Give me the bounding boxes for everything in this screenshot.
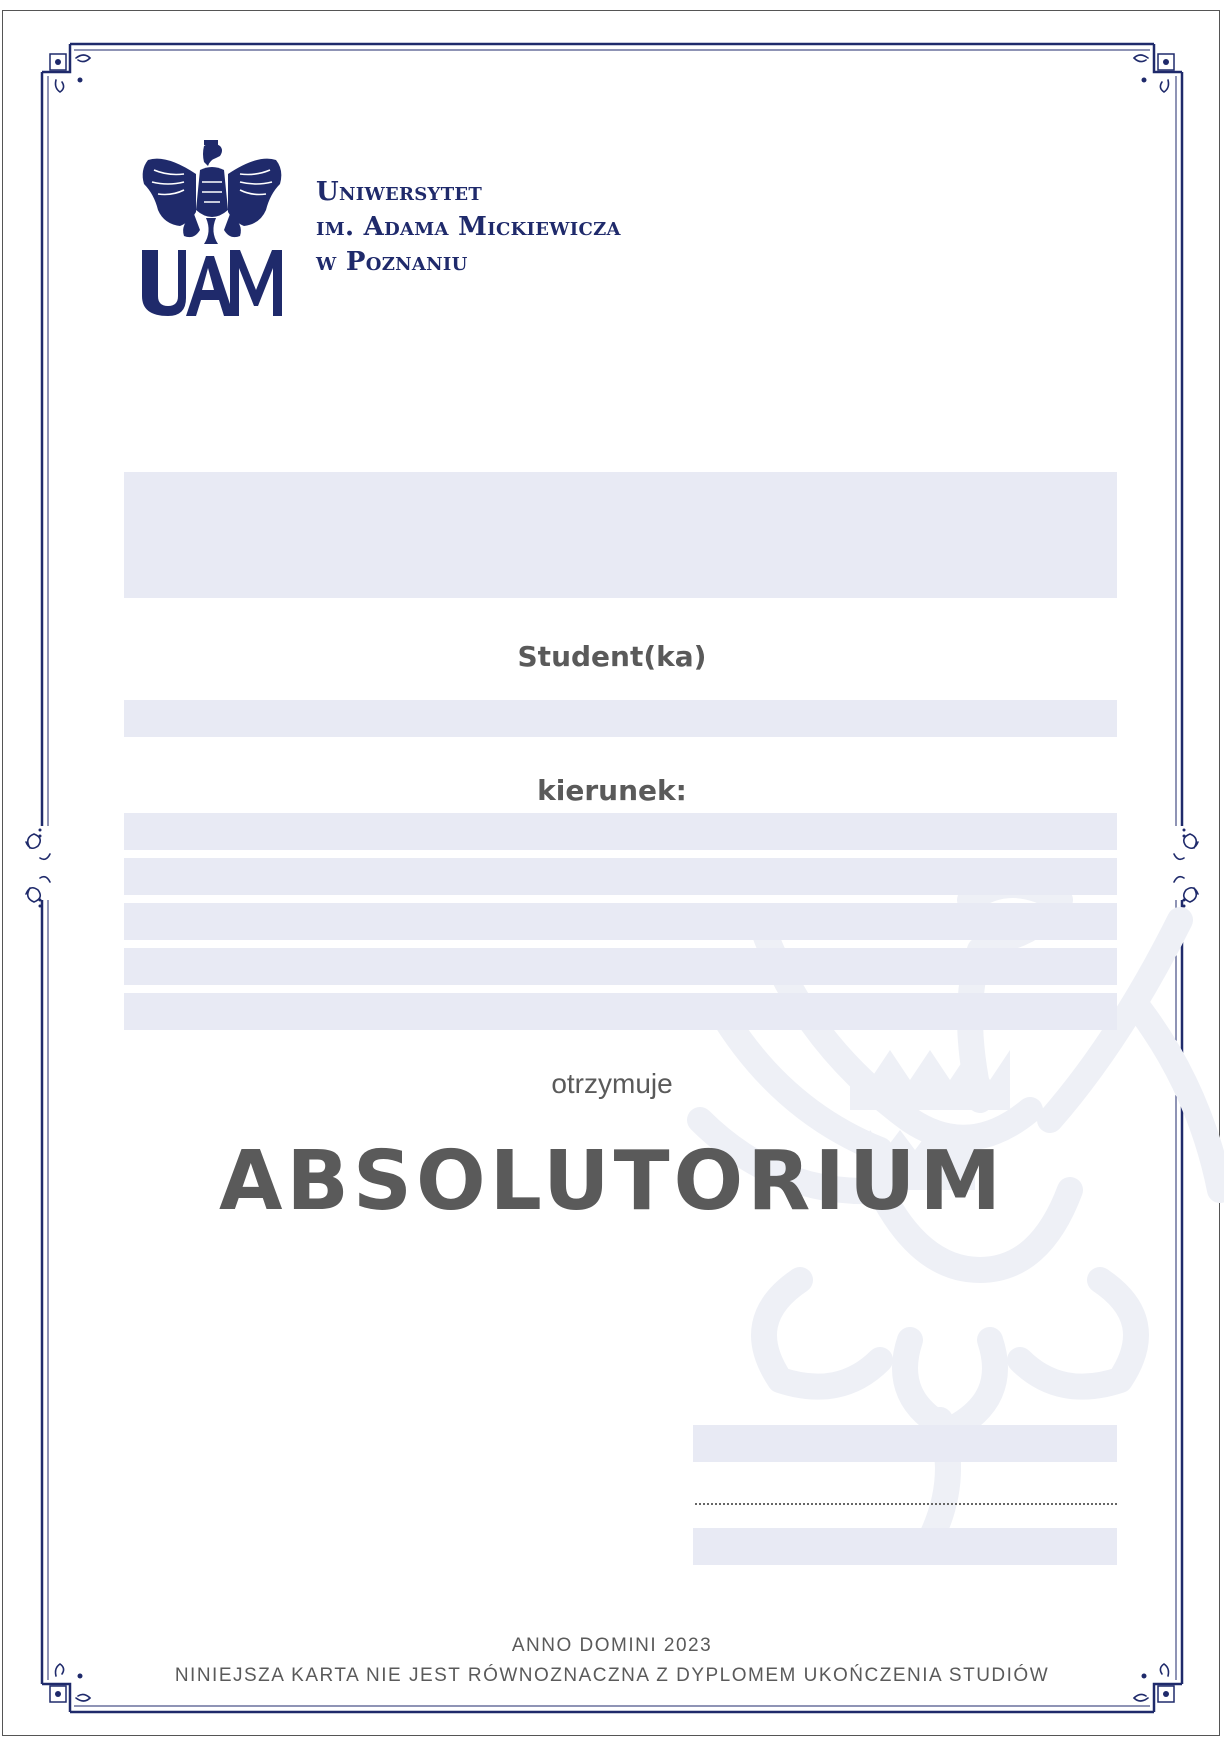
signature-field-bottom[interactable]	[693, 1528, 1117, 1565]
field-of-study-line-2[interactable]	[124, 858, 1117, 895]
field-of-study-label: kierunek:	[537, 774, 687, 807]
student-field[interactable]	[124, 700, 1117, 737]
signature-dotted-line	[695, 1503, 1117, 1505]
footer-disclaimer: NINIEJSZA KARTA NIE JEST RÓWNOZNACZNA Z DYPLOMEM UKOŃCZENIA STUDIÓW	[174, 1665, 1050, 1686]
field-of-study-line-1[interactable]	[124, 813, 1117, 850]
document-title: ABSOLUTORIUM	[218, 1134, 1006, 1229]
signature-field-top[interactable]	[693, 1425, 1117, 1462]
receives-text: otrzymuje	[551, 1068, 673, 1099]
field-of-study-line-4[interactable]	[124, 948, 1117, 985]
university-name	[316, 175, 621, 280]
university-name-line1: Uniwersytet	[316, 177, 483, 207]
university-name-line3: w Poznaniu	[316, 247, 468, 277]
field-of-study-line-5[interactable]	[124, 993, 1117, 1030]
uam-logo-icon	[138, 140, 288, 320]
full-name-field[interactable]	[124, 472, 1117, 598]
footer-year: ANNO DOMINI 2023	[511, 1635, 713, 1656]
student-label: Student(ka)	[517, 640, 707, 673]
university-name-line2: im. Adama Mickiewicza	[316, 212, 621, 242]
field-of-study-line-3[interactable]	[124, 903, 1117, 940]
